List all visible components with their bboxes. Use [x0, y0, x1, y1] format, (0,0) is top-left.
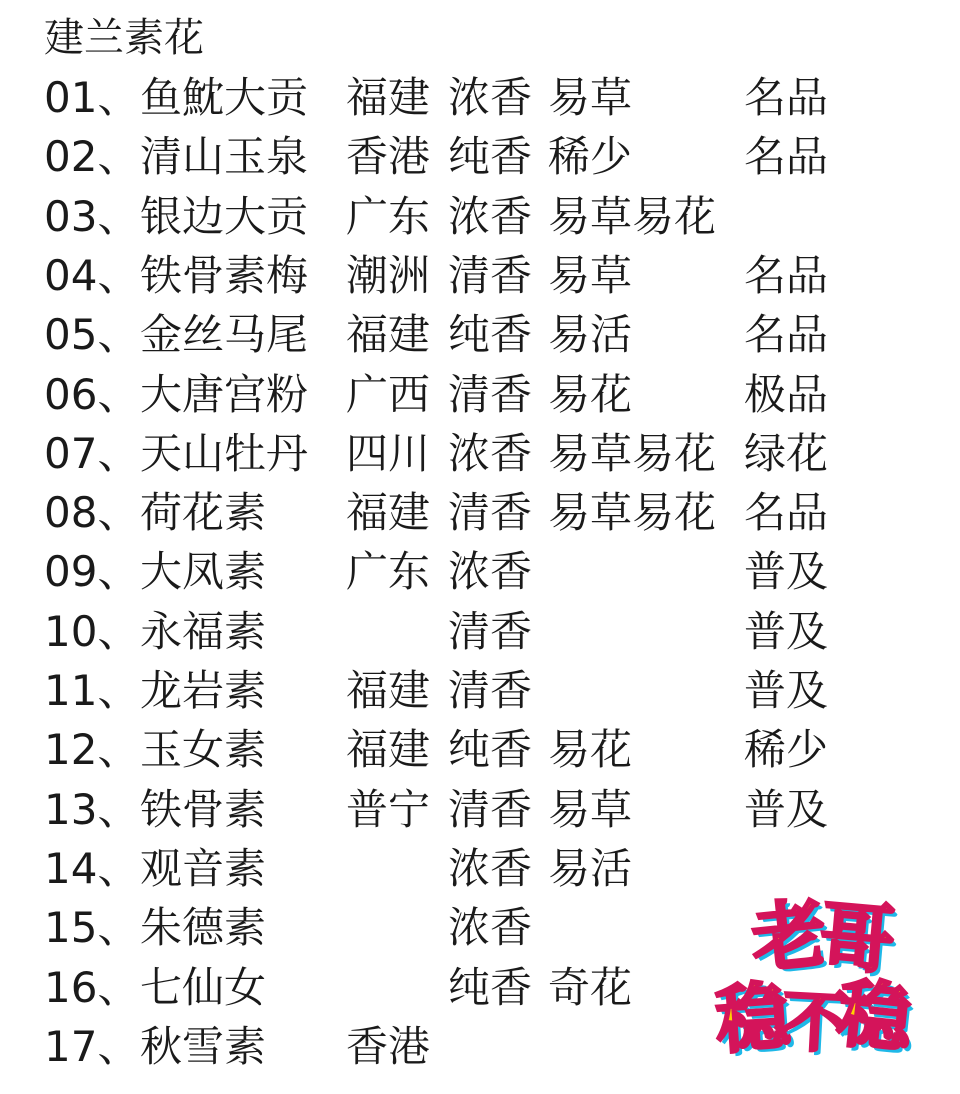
- row-scent: 清香: [448, 606, 533, 656]
- row-origin: 福建: [346, 73, 431, 122]
- row-grade: 普及: [744, 666, 829, 715]
- row-grade: 绿花: [744, 428, 829, 478]
- row-scent: 浓香: [448, 428, 533, 478]
- row-trait: 易草: [548, 250, 633, 300]
- row-name: 清山玉泉: [140, 132, 309, 182]
- row-grade: 普及: [744, 784, 829, 834]
- list-row: [0, 483, 960, 543]
- row-num: 17、: [44, 1021, 140, 1071]
- row-trait: 易草易花: [548, 488, 717, 538]
- row-num: 14、: [44, 843, 140, 893]
- row-name: 金丝马尾: [140, 310, 309, 360]
- list-row: [0, 246, 960, 306]
- row-name: 玉女素: [140, 725, 267, 775]
- row-scent: 浓香: [448, 191, 533, 241]
- list-row: [0, 187, 960, 247]
- row-name: 秋雪素: [140, 1021, 267, 1071]
- row-origin: 广西: [346, 369, 431, 419]
- row-num: 15、: [44, 903, 140, 953]
- row-origin: 香港: [346, 1021, 431, 1071]
- row-name: 朱德素: [140, 903, 267, 953]
- row-trait: 奇花: [548, 962, 633, 1012]
- row-origin: 香港: [346, 132, 431, 182]
- row-num: 12、: [44, 725, 140, 775]
- row-scent: 纯香: [448, 962, 533, 1012]
- row-name: 大唐宫粉: [140, 369, 309, 419]
- row-name: 观音素: [140, 843, 267, 893]
- list-row: [0, 780, 960, 840]
- row-origin: 福建: [346, 488, 431, 538]
- row-grade: 普及: [744, 606, 829, 656]
- row-trait: 稀少: [548, 132, 633, 182]
- row-scent: 浓香: [448, 903, 533, 953]
- row-trait: 易活: [548, 843, 633, 893]
- row-trait: 易草: [548, 73, 633, 122]
- logo-char: 老: [747, 890, 831, 984]
- row-name: 大凤素: [140, 547, 267, 597]
- row-origin: 四川: [346, 428, 431, 478]
- list-row: [0, 424, 960, 484]
- row-trait: 易草: [548, 784, 633, 834]
- row-num: 08、: [44, 488, 140, 538]
- row-num: 01、: [44, 73, 140, 122]
- row-trait: 易活: [548, 310, 633, 360]
- row-scent: 浓香: [448, 843, 533, 893]
- row-grade: 名品: [744, 132, 829, 182]
- row-scent: 纯香: [448, 132, 533, 182]
- watermark-logo: [713, 890, 917, 1070]
- row-name: 荷花素: [140, 488, 267, 538]
- row-origin: 潮洲: [346, 250, 431, 300]
- logo-char: 不: [780, 982, 850, 1063]
- logo-char: 稳: [833, 970, 917, 1064]
- list-row: [0, 542, 960, 602]
- row-scent: 纯香: [448, 725, 533, 775]
- row-origin: 广东: [346, 191, 431, 241]
- row-num: 02、: [44, 132, 140, 182]
- row-num: 10、: [44, 606, 140, 656]
- list-row: [0, 305, 960, 365]
- row-name: 鱼魫大贡: [140, 73, 309, 122]
- row-grade: 普及: [744, 547, 829, 597]
- row-name: 银边大贡: [140, 191, 309, 241]
- row-origin: 福建: [346, 725, 431, 775]
- row-name: 铁骨素: [140, 784, 267, 834]
- row-num: 16、: [44, 962, 140, 1012]
- list-row: [0, 661, 960, 721]
- row-scent: 清香: [448, 784, 533, 834]
- list-row: [0, 68, 960, 128]
- row-scent: 清香: [448, 250, 533, 300]
- row-num: 07、: [44, 428, 140, 478]
- list-row: [0, 127, 960, 187]
- row-origin: 福建: [346, 310, 431, 360]
- row-origin: 福建: [346, 666, 431, 715]
- row-scent: 清香: [448, 666, 533, 715]
- row-trait: 易花: [548, 369, 633, 419]
- row-grade: 名品: [744, 73, 829, 122]
- row-name: 龙岩素: [140, 666, 267, 715]
- row-origin: 广东: [346, 547, 431, 597]
- row-scent: 清香: [448, 488, 533, 538]
- row-num: 13、: [44, 784, 140, 834]
- row-num: 09、: [44, 547, 140, 597]
- row-trait: 易花: [548, 725, 633, 775]
- row-grade: 名品: [744, 250, 829, 300]
- logo-char: 稳: [713, 973, 793, 1065]
- row-num: 06、: [44, 369, 140, 419]
- row-origin: 普宁: [346, 784, 431, 834]
- row-num: 04、: [44, 250, 140, 300]
- row-name: 天山牡丹: [140, 428, 309, 478]
- row-grade: 名品: [744, 488, 829, 538]
- row-grade: 极品: [744, 369, 829, 419]
- row-name: 永福素: [140, 606, 267, 656]
- row-scent: 浓香: [448, 73, 533, 122]
- page-title: 建兰素花: [44, 15, 204, 61]
- row-trait: 易草易花: [548, 428, 717, 478]
- row-scent: 浓香: [448, 547, 533, 597]
- row-name: 七仙女: [140, 962, 267, 1012]
- list-row: [0, 365, 960, 425]
- row-trait: 易草易花: [548, 191, 717, 241]
- list-row: [0, 602, 960, 662]
- list-row: [0, 720, 960, 780]
- logo-char: 哥: [816, 892, 898, 986]
- row-num: 05、: [44, 310, 140, 360]
- row-num: 03、: [44, 191, 140, 241]
- row-scent: 纯香: [448, 310, 533, 360]
- row-num: 11、: [44, 666, 140, 715]
- row-name: 铁骨素梅: [140, 250, 309, 300]
- row-scent: 清香: [448, 369, 533, 419]
- row-grade: 稀少: [744, 725, 829, 775]
- row-grade: 名品: [744, 310, 829, 360]
